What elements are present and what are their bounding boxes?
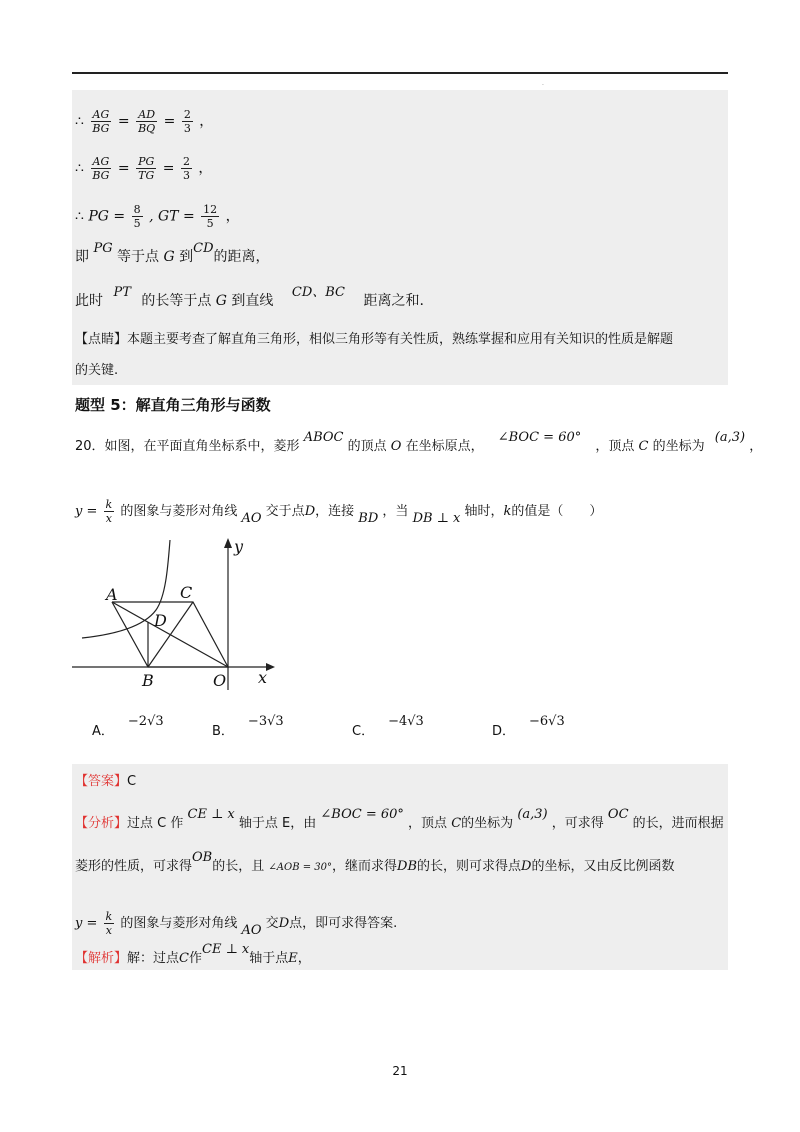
label-C: C [180, 583, 193, 602]
top-mark: . [542, 80, 544, 87]
label-D: D [154, 611, 167, 630]
proof-line-3: ∴ PG = $\frac{8}{5}$ , GT = $\frac{12}{5}$ ， [75, 203, 240, 230]
label-y: y [234, 537, 244, 556]
analysis-line-3: y = $\frac{k}{x}$ 的图象与菱形对角线 AO 交D点，即可求得答案. [75, 910, 398, 938]
review-line-1: 【点睛】本题主要考查了解直角三角形，相似三角形等有关性质，熟练掌握和应用有关知识的性质是解题 [75, 332, 674, 347]
option-d[interactable]: D．−6√3 [492, 714, 565, 739]
option-c[interactable]: C．−4√3 [352, 714, 424, 739]
label-x: x [258, 668, 268, 687]
proof-line-2: ∴ $\frac{AG}{BG}$ = $\frac{PG}{TG}$ = $\frac{2}{3}$ ， [75, 155, 213, 182]
page-number: 21 [392, 1064, 408, 1078]
analysis-line-1: 【分析】过点 C 作 CE ⊥ x 轴于点 E，由 ∠BOC = 60° ，顶点 C的坐标为 (a,3) ，可求得 OC 的长，进而根据 [75, 807, 724, 831]
answer-value: C [127, 774, 137, 789]
proof-line-5: 此时 PT 的长等于点 G 到直线 CD、BC 距离之和. [75, 285, 424, 309]
answer-tag: 【答案】 [75, 774, 128, 789]
review-line-2: 的关键. [75, 363, 119, 378]
header-rule [72, 72, 728, 74]
question-line-1: 20．如图，在平面直角坐标系中，菱形 ABOC 的顶点 O 在坐标原点， ∠BOC = 60° ，顶点 C 的坐标为 (a,3) ， [75, 430, 763, 454]
rhombus-figure [60, 530, 290, 695]
answer-line [75, 773, 136, 791]
question-line-2: y = $\frac{k}{x}$ 的图象与菱形对角线 AO 交于点D，连接 BD ，当 DB ⊥ x 轴时，k的值是（ ） [75, 498, 603, 526]
analysis-line-2: 菱形的性质，可求得OB的长，且 ∠AOB = 30°，继而求得DB的长，则可求得点D的坐标，又由反比例函数 [75, 850, 675, 874]
analysis-tag: 【分析】 [75, 816, 128, 831]
y-axis-arrow [224, 538, 232, 548]
label-O: O [213, 671, 227, 690]
option-b[interactable]: B．−3√3 [212, 714, 284, 739]
review-tag: 【点睛】 [75, 332, 128, 347]
label-B: B [142, 671, 154, 690]
solution-line: 【解析】解：过点C作CE ⊥ x轴于点E， [75, 942, 311, 966]
x-axis-arrow [266, 663, 275, 671]
proof-line-1: ∴ $\frac{AG}{BG}$ = $\frac{AD}{BQ}$ = $\frac{2}{3}$ ， [75, 108, 214, 135]
proof-line-4: 即 PG 等于点 G 到CD的距离， [75, 241, 270, 265]
solution-tag: 【解析】 [75, 951, 128, 966]
label-A: A [106, 585, 118, 604]
section-title: 题型 5：解直角三角形与函数 [75, 396, 271, 414]
option-a[interactable]: A．−2√3 [92, 714, 164, 739]
